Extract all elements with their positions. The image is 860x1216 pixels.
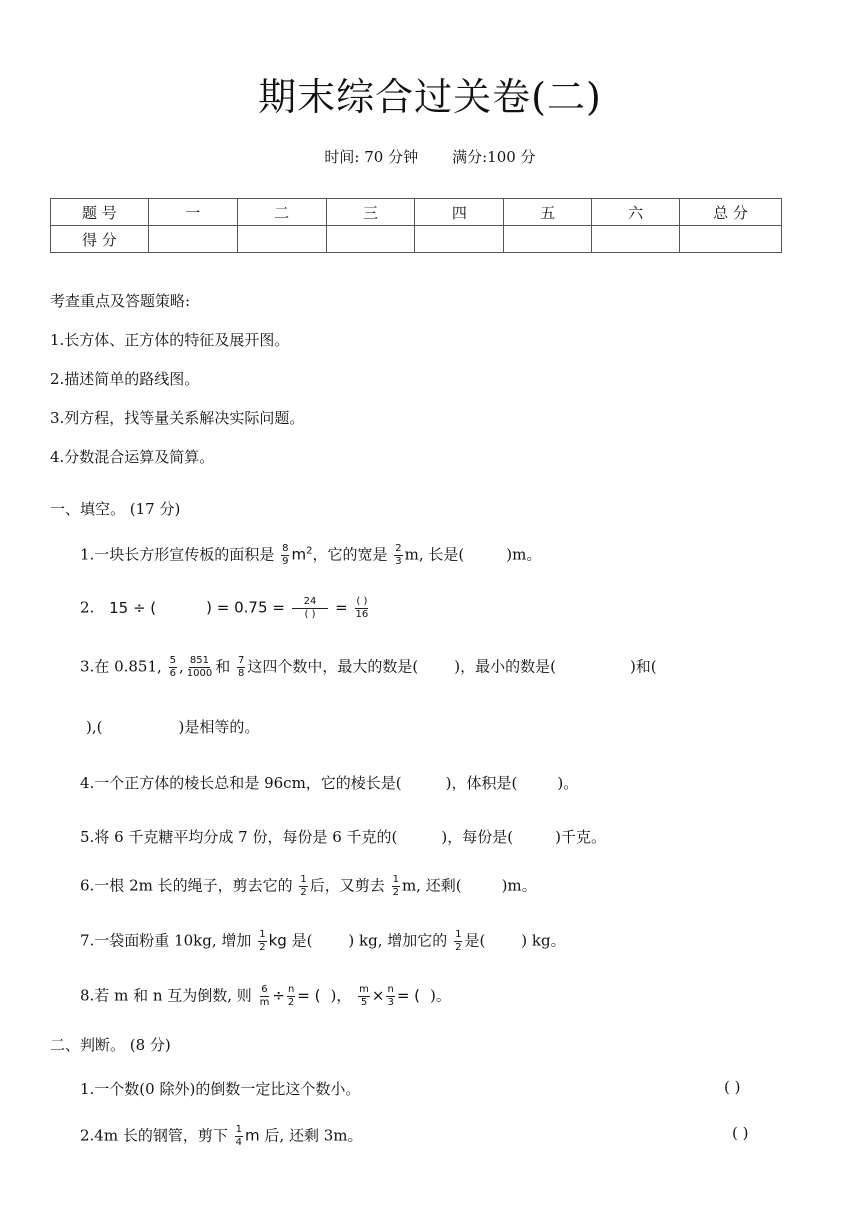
question-1-4: 4.一个正方体的棱长总和是 96cm，它的棱长是( )，体积是( )。 — [80, 774, 579, 792]
strategy-item: 3.列方程，找等量关系解决实际问题。 — [50, 409, 305, 427]
strategy-item: 1.长方体、正方体的特征及展开图。 — [50, 331, 290, 349]
question-1-1: 1.一块长方形宣传板的面积是 $\frac{8}{9}$ $m^2$，它的宽是 $\frac{2}{3}$ m, 长是( )m。 — [80, 543, 542, 567]
question-1-5: 5.将 6 千克糖平均分成 7 份，每份是 6 千克的( )，每份是( )千克。 — [80, 828, 606, 846]
full-score: 满分:100 分 — [452, 148, 536, 166]
fraction: $\frac{n}{2}$ — [287, 984, 295, 1008]
score-cell[interactable] — [592, 226, 680, 253]
fraction: $\frac{1}{2}$ — [392, 874, 399, 898]
score-cell[interactable] — [504, 226, 592, 253]
question-1-3-continued: ),( )是相等的。 — [86, 718, 260, 736]
fraction: $\frac{1}{2}$ — [259, 929, 266, 953]
page-title: 期末综合过关卷(二) — [258, 75, 602, 119]
score-cell[interactable] — [237, 226, 326, 253]
fraction: $\frac{851}{1000}$ — [186, 655, 213, 679]
table-cell: 六 — [592, 199, 680, 226]
fraction: $\frac{n}{3}$ — [387, 984, 394, 1008]
question-1-2: 2. 15 ÷ ( ) = 0.75 = $\frac{24}{( )}$ = $\frac{( )}{16}$ — [80, 596, 369, 620]
fraction: $\frac{6}{m}$ — [259, 984, 270, 1008]
question-1-3: 3.在 0.851, $\frac{5}{6}$ , $\frac{851}{1000}$ 和 $\frac{7}{8}$ 这四个数中，最大的数是( )，最小的数是( )和( — [80, 655, 657, 679]
question-1-6: 6.一根 2m 长的绳子，剪去它的 $\frac{1}{2}$ 后，又剪去 $\frac{1}{2}$ m, 还剩( )m。 — [80, 874, 537, 898]
strategy-item: 4.分数混合运算及简算。 — [50, 448, 215, 466]
question-2-2: 2.4m 长的钢管，剪下 $\frac{1}{4}$ m 后, 还剩 3m。 — [80, 1124, 363, 1148]
strategy-heading: 考查重点及答题策略: — [50, 292, 191, 310]
question-1-7: 7.一袋面粉重 10kg, 增加 $\frac{1}{2}$ kg 是( ) kg, 增加它的 $\frac{1}{2}$ 是( ) kg。 — [80, 929, 566, 953]
table-cell: 四 — [415, 199, 504, 226]
exam-info — [0, 146, 860, 167]
fraction: $\frac{1}{2}$ — [455, 929, 462, 953]
score-table — [50, 198, 782, 253]
question-1-8: 8.若 m 和 n 互为倒数, 则 $\frac{6}{m}$ ÷ $\frac{n}{2}$ = ( )， $\frac{m}{5}$ × $\frac{n}{3}$ = ( )。 — [80, 984, 451, 1008]
fraction: $\frac{7}{8}$ — [237, 655, 245, 679]
fraction: $\frac{1}{4}$ — [235, 1124, 243, 1148]
table-cell: 五 — [504, 199, 592, 226]
table-cell: 总 分 — [680, 199, 782, 226]
score-cell[interactable] — [680, 226, 782, 253]
fraction: $\frac{2}{3}$ — [395, 543, 402, 567]
table-cell: 二 — [237, 199, 326, 226]
table-cell: 三 — [326, 199, 415, 226]
score-cell[interactable] — [326, 226, 415, 253]
fraction: $\frac{m}{5}$ — [359, 984, 369, 1008]
fraction: $\frac{( )}{16}$ — [355, 596, 369, 620]
fraction: $\frac{1}{2}$ — [300, 874, 307, 898]
table-cell: 题 号 — [51, 199, 149, 226]
score-cell[interactable] — [148, 226, 237, 253]
fraction: $\frac{8}{9}$ — [282, 543, 289, 567]
fraction: $\frac{5}{6}$ — [169, 655, 176, 679]
fraction: $\frac{24}{( )}$ — [292, 596, 329, 621]
table-cell: 一 — [148, 199, 237, 226]
section-1-heading: 一、填空。 (17 分) — [50, 500, 181, 518]
score-table-header-row — [51, 199, 782, 226]
answer-parentheses[interactable]: ( ) — [732, 1124, 749, 1142]
time-limit: 时间: 70 分钟 — [324, 148, 419, 166]
score-cell[interactable] — [415, 226, 504, 253]
question-2-1: 1.一个数(0 除外)的倒数一定比这个数小。 — [80, 1080, 361, 1098]
answer-parentheses[interactable]: ( ) — [724, 1078, 741, 1096]
section-2-heading: 二、判断。 (8 分) — [50, 1036, 171, 1054]
table-cell: 得 分 — [51, 226, 149, 253]
strategy-item: 2.描述简单的路线图。 — [50, 370, 200, 388]
score-table-score-row — [51, 226, 782, 253]
